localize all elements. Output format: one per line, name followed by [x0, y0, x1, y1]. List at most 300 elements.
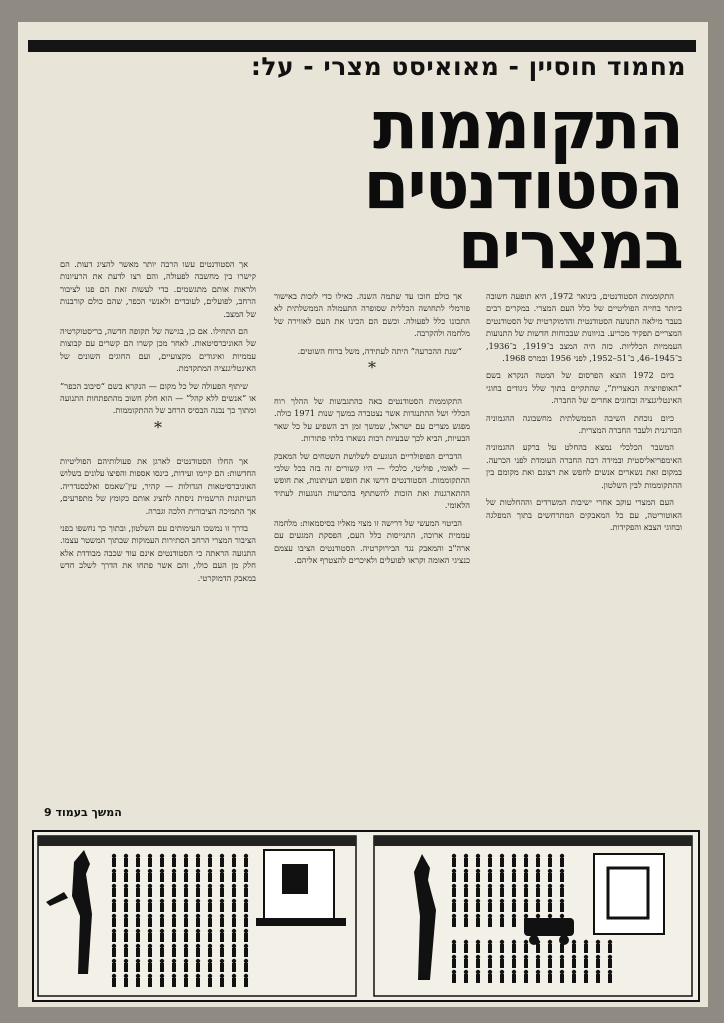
figure-head [488, 955, 492, 959]
figure-body [244, 948, 248, 957]
figure-head [452, 955, 456, 959]
figure-body [476, 888, 480, 897]
figure-body [512, 858, 516, 867]
figure-body [148, 888, 152, 897]
figure-head [560, 899, 564, 903]
figure-body [524, 858, 528, 867]
figure-body [148, 903, 152, 912]
figure-body [136, 978, 140, 987]
figure-head [244, 914, 248, 918]
figure-head [112, 929, 116, 933]
figure-head [208, 959, 212, 963]
figure-head [172, 914, 176, 918]
figure-body [232, 873, 236, 882]
figure-head [172, 959, 176, 963]
figure-head [196, 854, 200, 858]
figure-body [148, 933, 152, 942]
figure-body [572, 959, 576, 968]
figure-body [112, 858, 116, 867]
figure-body [548, 944, 552, 953]
figure-head [112, 869, 116, 873]
figure-body [184, 933, 188, 942]
figure-head [536, 884, 540, 888]
figure-head [112, 854, 116, 858]
figure-head [536, 854, 540, 858]
figure-head [136, 959, 140, 963]
figure-head [220, 914, 224, 918]
figure-head [512, 914, 516, 918]
figure-head [452, 899, 456, 903]
figure-head [488, 940, 492, 944]
figure-head [560, 914, 564, 918]
figure-head [512, 854, 516, 858]
figure-head [524, 914, 528, 918]
figure-body [548, 918, 552, 927]
illustration-svg [34, 832, 698, 1000]
figure-head [148, 899, 152, 903]
figure-head [136, 914, 140, 918]
section-asterisk: * [368, 358, 376, 378]
figure-body [172, 918, 176, 927]
figure-head [560, 869, 564, 873]
figure-body [136, 903, 140, 912]
figure-head [244, 869, 248, 873]
figure-body [524, 959, 528, 968]
figure-body [136, 888, 140, 897]
figure-head [220, 869, 224, 873]
figure-head [112, 914, 116, 918]
figure-head [572, 955, 576, 959]
figure-head [524, 869, 528, 873]
figure-body [232, 888, 236, 897]
figure-body [244, 918, 248, 927]
figure-body [220, 858, 224, 867]
figure-body [220, 978, 224, 987]
figure-body [584, 974, 588, 983]
figure-body [536, 858, 540, 867]
figure-head [184, 929, 188, 933]
figure-body [560, 888, 564, 897]
figure-body [548, 974, 552, 983]
figure-body [160, 963, 164, 972]
figure-head [500, 854, 504, 858]
figure-head [232, 914, 236, 918]
figure-head [548, 970, 552, 974]
figure-body [512, 918, 516, 927]
figure-body [476, 944, 480, 953]
figure-head [148, 959, 152, 963]
figure-body [524, 974, 528, 983]
figure-head [524, 854, 528, 858]
figure-body [244, 963, 248, 972]
figure-head [244, 959, 248, 963]
figure-body [488, 918, 492, 927]
figure-body [476, 959, 480, 968]
figure-body [536, 944, 540, 953]
figure-body [476, 918, 480, 927]
egyptian-illustration [32, 830, 700, 1002]
figure-head [172, 869, 176, 873]
paragraph: הם התחילו. אם כן, בגישה של תקופה חדשה, בריסטוקרטיה של האוניברסיטאות. לאחר מכן קשרו הם קשרים עם קבוצות עממיות ואיגודים מקצועיים, ועם החוגים השונים של האינטליגנציה המתקדמת. [60, 326, 256, 374]
figure-head [136, 929, 140, 933]
figure-head [196, 959, 200, 963]
figure-body [148, 978, 152, 987]
figure-head [112, 944, 116, 948]
figure-head [184, 914, 188, 918]
figure-head [184, 944, 188, 948]
magazine-page [18, 22, 708, 1007]
figure-body [148, 873, 152, 882]
figure-body [136, 918, 140, 927]
figure-body [244, 903, 248, 912]
figure-head [112, 899, 116, 903]
figure-body [136, 963, 140, 972]
figure-body [452, 888, 456, 897]
figure-head [500, 955, 504, 959]
figure-body [536, 959, 540, 968]
figure-body [488, 888, 492, 897]
figure-body [172, 858, 176, 867]
figure-body [584, 959, 588, 968]
figure-body [536, 974, 540, 983]
figure-body [160, 978, 164, 987]
figure-head [220, 884, 224, 888]
figure-body [500, 959, 504, 968]
figure-body [500, 974, 504, 983]
figure-head [452, 940, 456, 944]
figure-head [536, 955, 540, 959]
figure-head [244, 944, 248, 948]
figure-body [148, 918, 152, 927]
figure-body [148, 858, 152, 867]
figure-body [560, 959, 564, 968]
paragraph: הדברים הפופולריים הנוגעים לשלושת השטחים של המאבק — לאומי, פוליטי, כלכלי — היו קשורים זה בזה בכל שלבי ההתקוממות. הסטודנטים דרשו את חופש העיתונות, את חופש ההתארגנות ואת הזכות להשתתף בהכרעות הנוגעות לעתיד הלאומי. [274, 450, 470, 511]
figure-head [196, 929, 200, 933]
figure-body [112, 873, 116, 882]
figure-body [220, 873, 224, 882]
figure-body [464, 959, 468, 968]
figure-head [488, 970, 492, 974]
figure-head [464, 854, 468, 858]
figure-head [464, 955, 468, 959]
figure-head [608, 970, 612, 974]
paragraph: המשבר הכלכלי נמצא בהחלט על ברקע ההגמוניה האימפריאליסטית ובמידה רבה החברה העומדת לפני הכרעה. במקום זאת נשארים אנשים לחפש את רצונם ואת מקומם בין ההתקוממות לבין השלטון. [486, 442, 682, 490]
figure-head [148, 914, 152, 918]
figure-body [112, 918, 116, 927]
figure-head [220, 944, 224, 948]
figure-head [196, 899, 200, 903]
figure-head [464, 869, 468, 873]
figure-body [136, 858, 140, 867]
figure-head [124, 974, 128, 978]
figure-head [500, 899, 504, 903]
figure-body [560, 974, 564, 983]
headline-line-2: הסטודנטים [363, 147, 682, 224]
figure-body [160, 888, 164, 897]
figure-head [244, 929, 248, 933]
figure-body [536, 903, 540, 912]
figure-head [548, 914, 552, 918]
figure-head [124, 944, 128, 948]
figure-head [548, 869, 552, 873]
figure-body [244, 858, 248, 867]
figure-head [476, 854, 480, 858]
figure-head [160, 899, 164, 903]
figure-body [172, 978, 176, 987]
figure-head [220, 929, 224, 933]
figure-head [464, 914, 468, 918]
figure-head [596, 970, 600, 974]
figure-head [172, 929, 176, 933]
figure-body [232, 918, 236, 927]
figure-head [232, 974, 236, 978]
figure-body [232, 963, 236, 972]
figure-head [488, 884, 492, 888]
figure-body [160, 933, 164, 942]
figure-head [524, 884, 528, 888]
figure-body [244, 873, 248, 882]
figure-body [488, 873, 492, 882]
figure-body [184, 978, 188, 987]
figure-head [512, 899, 516, 903]
figure-body [184, 873, 188, 882]
figure-body [172, 873, 176, 882]
figure-head [124, 884, 128, 888]
figure-head [512, 884, 516, 888]
figure-head [452, 869, 456, 873]
figure-head [452, 914, 456, 918]
figure-head [500, 869, 504, 873]
figure-body [500, 888, 504, 897]
figure-body [196, 933, 200, 942]
figure-body [112, 963, 116, 972]
figure-body [112, 978, 116, 987]
figure-head [232, 884, 236, 888]
figure-head [160, 929, 164, 933]
section-asterisk: * [154, 417, 162, 437]
figure-body [452, 873, 456, 882]
figure-head [112, 959, 116, 963]
figure-body [208, 963, 212, 972]
figure-head [560, 970, 564, 974]
figure-head [488, 899, 492, 903]
figure-head [500, 914, 504, 918]
figure-body [160, 903, 164, 912]
figure-head [524, 970, 528, 974]
figure-head [220, 974, 224, 978]
figure-body [596, 944, 600, 953]
figure-body [244, 933, 248, 942]
figure-head [196, 884, 200, 888]
figure-body [608, 944, 612, 953]
figure-body [548, 858, 552, 867]
figure-body [208, 858, 212, 867]
figure-head [160, 884, 164, 888]
figure-head [148, 869, 152, 873]
figure-body [172, 948, 176, 957]
figure-head [464, 970, 468, 974]
figure-body [512, 959, 516, 968]
figure-body [148, 963, 152, 972]
article-column-1 [486, 290, 682, 820]
figure-head [220, 854, 224, 858]
figure-body [452, 974, 456, 983]
figure-body [124, 933, 128, 942]
figure-body [512, 974, 516, 983]
figure-body [464, 888, 468, 897]
figure-head [184, 974, 188, 978]
figure-body [220, 888, 224, 897]
figure-head [232, 944, 236, 948]
figure-head [232, 899, 236, 903]
figure-head [524, 899, 528, 903]
figure-body [464, 858, 468, 867]
figure-body [500, 944, 504, 953]
figure-head [172, 944, 176, 948]
figure-body [500, 903, 504, 912]
paragraph: בדרך זו נמשכו העימותים עם השלטון, ובתוך כך נחשפו בפני הציבור המצרי הרחב הסתירות העמוקות שבתוך המשטר עצמו. התנועה הראתה כי הסטודנטים אינם עוד שכבה מבודדת אלא חלק מן העם כולו, והם אשר פתחו את הדרך לשלב חדש במאבק הדמוקרטי. [59, 522, 256, 583]
figure-body [560, 918, 564, 927]
figure-body [512, 888, 516, 897]
byline: מחמוד חוסיין - מאואיסט מצרי - על: [250, 52, 686, 81]
figure-body [196, 918, 200, 927]
figure-head [172, 854, 176, 858]
figure-head [560, 955, 564, 959]
figure-head [572, 940, 576, 944]
figure-head [452, 884, 456, 888]
figure-body [124, 888, 128, 897]
figure-head [536, 869, 540, 873]
figure-body [452, 858, 456, 867]
figure-body [572, 944, 576, 953]
figure-body [536, 873, 540, 882]
figure-body [184, 918, 188, 927]
figure-head [184, 884, 188, 888]
continued-note: המשך בעמוד 9 [44, 806, 122, 819]
figure-body [476, 873, 480, 882]
figure-body [452, 903, 456, 912]
right-panel-art [374, 836, 692, 996]
paragraph: ביום 1972 הוצא הפרסום של המטה הנקרא בשם “האופוזיציה הנאצרית”, שהתקיים בתוך שלל ניגודים בחוגי האינטליגנציה ובחוגים אחרים של החברה. [486, 370, 682, 406]
figure-head [220, 959, 224, 963]
headline [242, 87, 682, 284]
figure-body [136, 948, 140, 957]
figure-head [476, 869, 480, 873]
figure-head [596, 955, 600, 959]
figure-head [488, 914, 492, 918]
figure-head [464, 940, 468, 944]
figure-body [500, 918, 504, 927]
figure-head [208, 884, 212, 888]
figure-head [244, 899, 248, 903]
figure-body [560, 903, 564, 912]
headline-line-1: התקוממות [373, 87, 682, 164]
figure-head [596, 940, 600, 944]
figure-head [124, 959, 128, 963]
figure-head [476, 970, 480, 974]
left-panel-art [38, 836, 356, 996]
figure-body [148, 948, 152, 957]
figure-body [160, 858, 164, 867]
figure-body [208, 888, 212, 897]
figure-head [232, 959, 236, 963]
figure-body [184, 888, 188, 897]
figure-head [124, 854, 128, 858]
figure-head [548, 940, 552, 944]
figure-body [584, 944, 588, 953]
figure-body [160, 918, 164, 927]
figure-body [524, 918, 528, 927]
figure-head [136, 974, 140, 978]
figure-head [196, 914, 200, 918]
figure-body [196, 888, 200, 897]
figure-head [172, 974, 176, 978]
figure-head [512, 940, 516, 944]
figure-head [524, 955, 528, 959]
figure-body [536, 888, 540, 897]
figure-head [584, 970, 588, 974]
figure-body [136, 933, 140, 942]
figure-head [148, 944, 152, 948]
figure-head [500, 970, 504, 974]
figure-body [548, 959, 552, 968]
paragraph: הביטוי המעשי של דרישה זו מצוי מאליו בסיסמאות: מלחמה עממית ארוכה, התגייסות כלל העם, הפסקת המגעים עם ארה"ב והמאבק נגד הבירוקרטיה. הסטודנטים הציבו עצמם כנציגי האומה וקראו לפועלים ולאיכרים להצטרף אליהם. [274, 517, 470, 565]
figure-body [608, 959, 612, 968]
figure-head [548, 884, 552, 888]
figure-body [124, 978, 128, 987]
figure-body [560, 858, 564, 867]
figure-head [500, 884, 504, 888]
figure-body [488, 858, 492, 867]
figure-head [548, 955, 552, 959]
figure-body [464, 873, 468, 882]
figure-head [476, 884, 480, 888]
paragraph: “שנת ההכרעה” היתה לעתידה, משל ברוח השוטים. [297, 345, 462, 356]
figure-body [196, 948, 200, 957]
paragraph: כיום נוכחת השיבה הממשלתית מחשבונה ההגמוניה הבורגנית ולעבר החברה המצרית. [486, 412, 682, 436]
figure-body [524, 873, 528, 882]
figure-head [560, 884, 564, 888]
figure-body [512, 903, 516, 912]
figure-head [244, 854, 248, 858]
figure-head [196, 869, 200, 873]
figure-head [196, 944, 200, 948]
figure-head [208, 914, 212, 918]
figure-head [464, 899, 468, 903]
figure-head [524, 940, 528, 944]
paragraph: אך החלו הסטודנטים לארגן את פעולותיהם הפוליטיות החדשות: הם קיימו ועידות, כינסו אספות והפיצו עלונים בשלוש האוניברסיטאות הגדולות — קהיר, עין־שאמס ואלכסנדריה. העיתונות הרשמית ניסתה להציג אותם כקומץ של מתפרעים, אך התמיכה הציבורית הלכה וגברה. [60, 455, 256, 516]
figure-head [136, 884, 140, 888]
headline-line-3: במצרים [457, 207, 682, 284]
figure-body [172, 963, 176, 972]
figure-head [572, 970, 576, 974]
figure-body [196, 903, 200, 912]
figure-body [196, 873, 200, 882]
figure-head [476, 914, 480, 918]
figure-head [148, 929, 152, 933]
figure-body [184, 948, 188, 957]
figure-body [548, 888, 552, 897]
figure-body [196, 978, 200, 987]
figure-head [184, 854, 188, 858]
figure-body [464, 974, 468, 983]
figure-body [172, 888, 176, 897]
figure-body [124, 858, 128, 867]
figure-body [244, 978, 248, 987]
figure-body [184, 903, 188, 912]
header-rule [28, 40, 696, 52]
figure-body [452, 959, 456, 968]
